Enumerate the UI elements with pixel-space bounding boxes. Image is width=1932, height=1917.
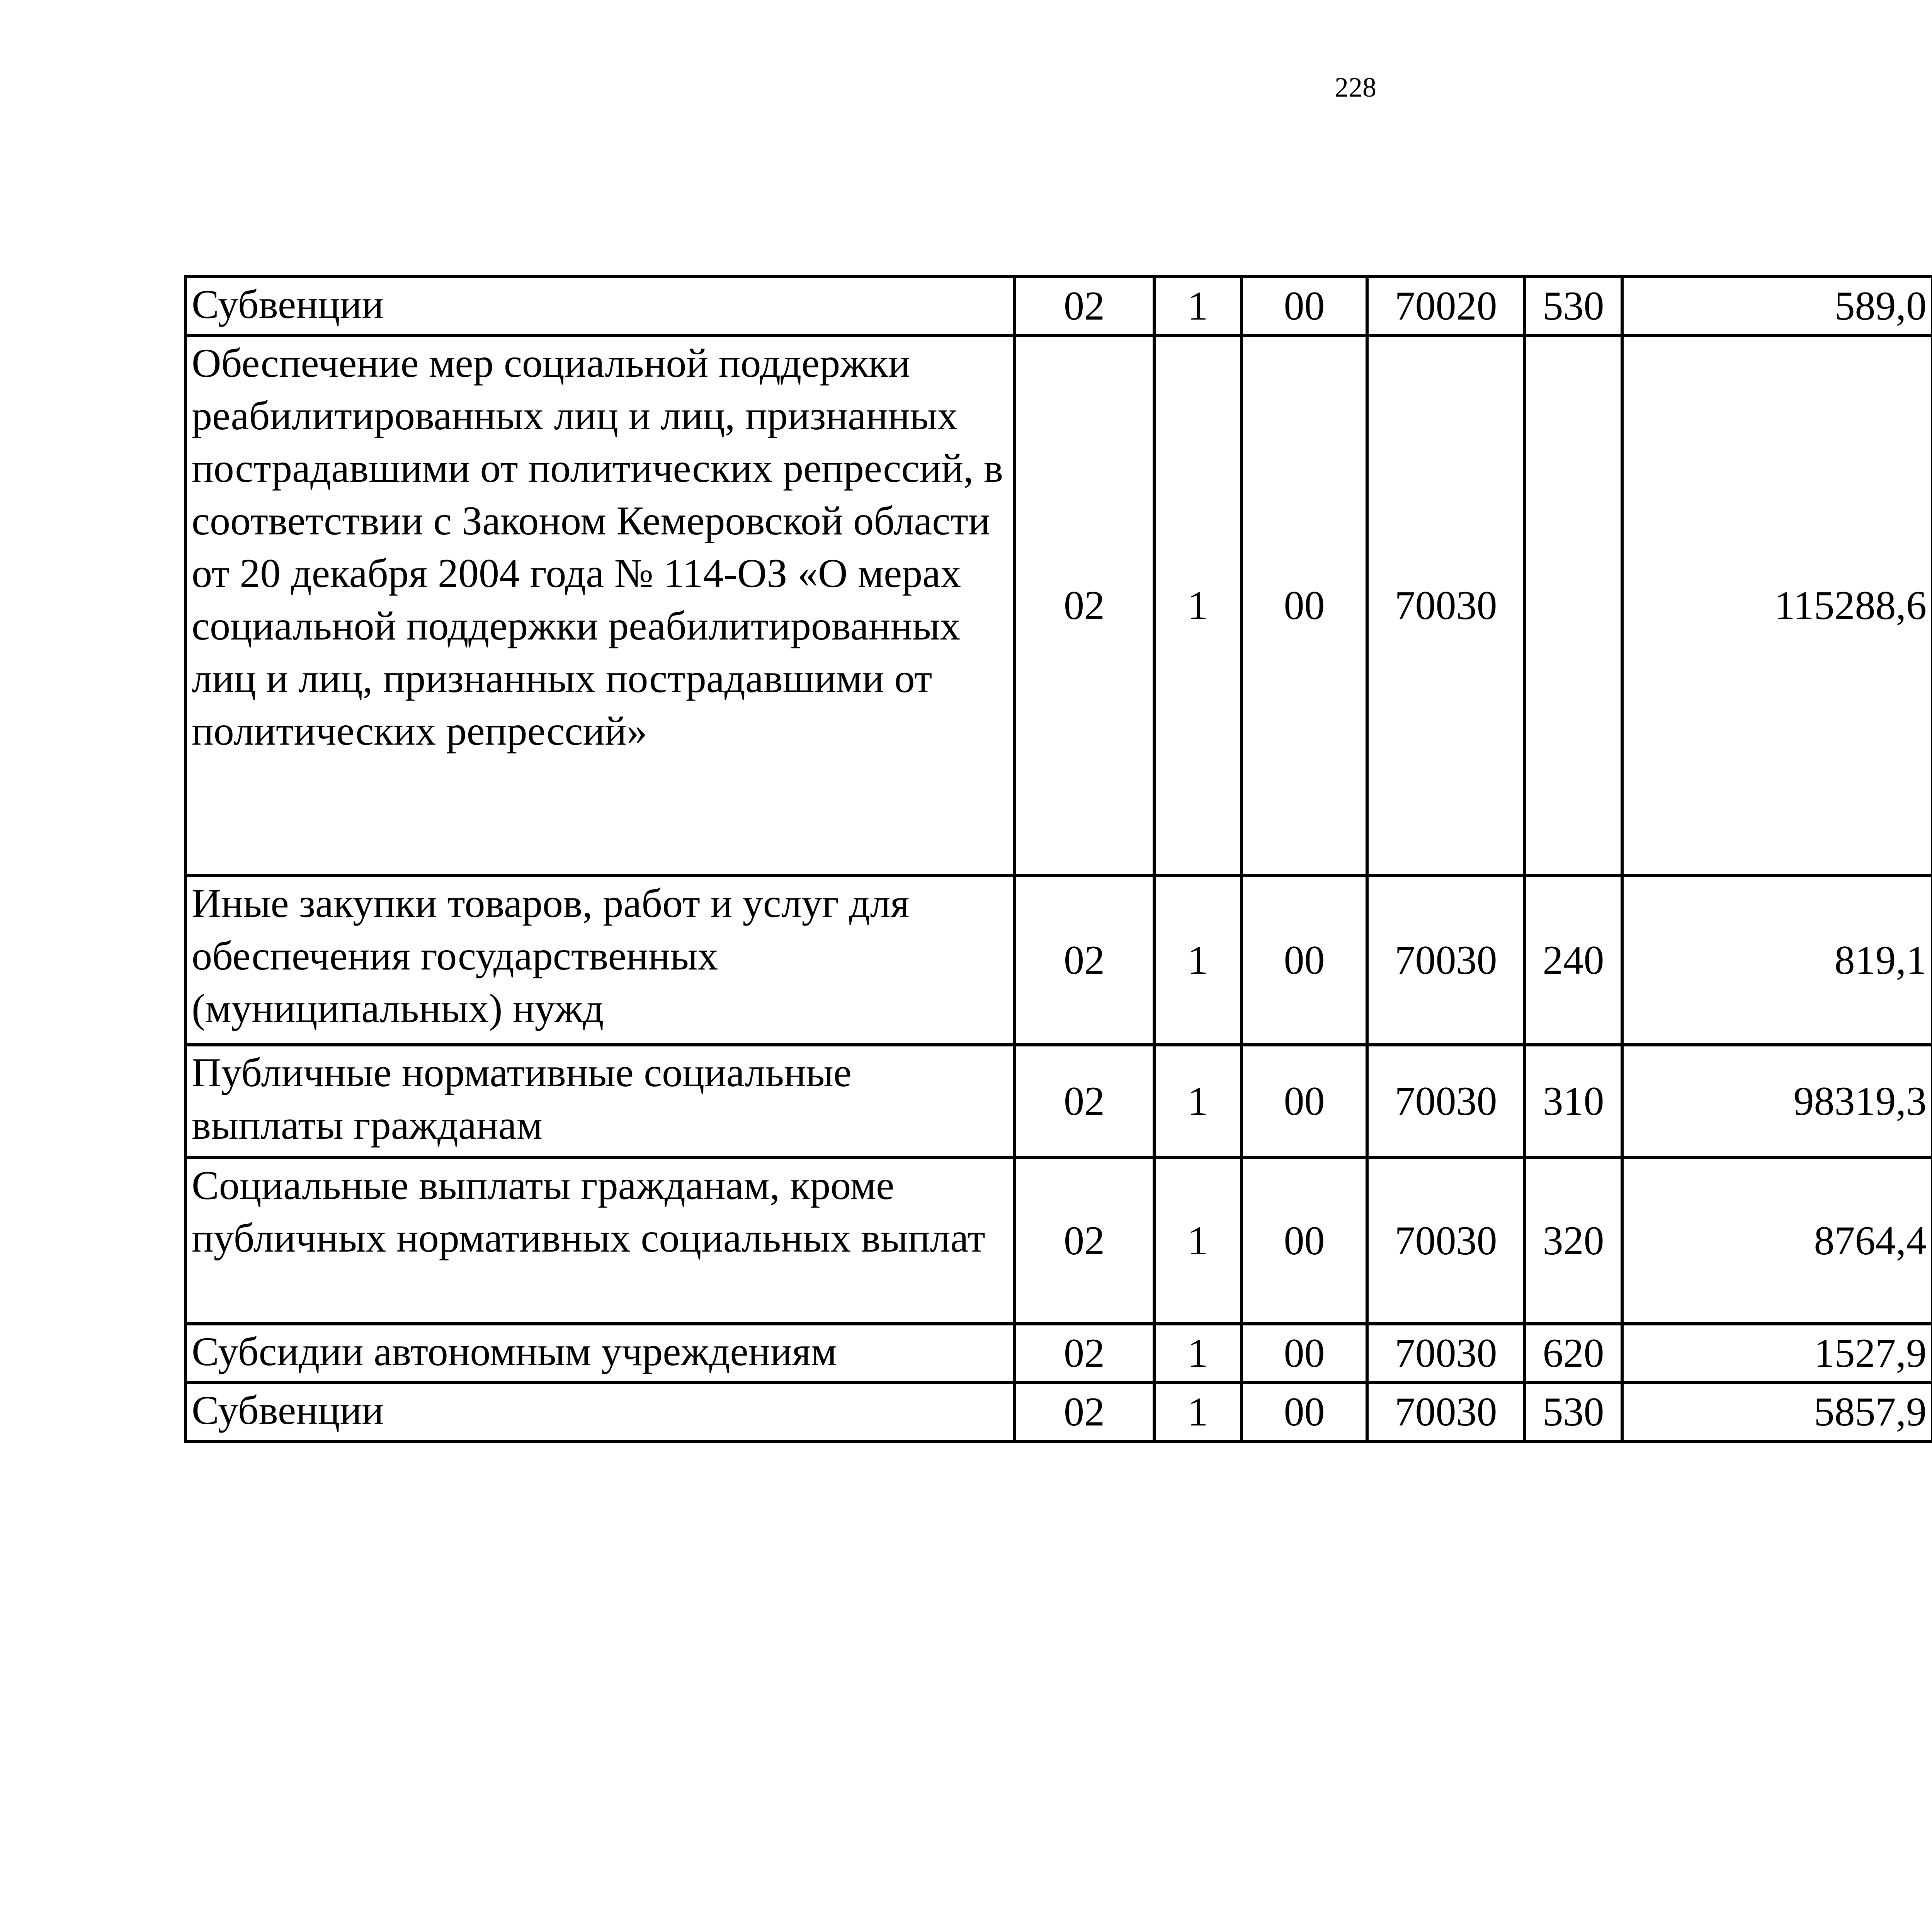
subprogram-code: 00 <box>1242 1383 1367 1441</box>
section-code: 02 <box>1014 1045 1154 1158</box>
direction-code: 70030 <box>1367 1158 1525 1324</box>
amount-year-1: 98319,3 <box>1622 1045 1932 1158</box>
direction-code: 70020 <box>1367 277 1525 335</box>
page-number: 228 <box>1335 72 1376 103</box>
program-code: 1 <box>1154 1158 1242 1324</box>
subprogram-code: 00 <box>1242 876 1367 1045</box>
amount-year-1: 589,0 <box>1622 277 1932 335</box>
table-row <box>185 1383 1932 1441</box>
row-name: Субсидии автономным учреждениям <box>185 1324 1014 1383</box>
subprogram-code: 00 <box>1242 277 1367 335</box>
program-code: 1 <box>1154 335 1242 876</box>
expense-type-code: 530 <box>1525 1383 1622 1441</box>
direction-code: 70030 <box>1367 1324 1525 1383</box>
budget-table <box>184 275 1932 1443</box>
amount-year-1: 1527,9 <box>1622 1324 1932 1383</box>
table-row <box>185 1158 1932 1324</box>
amount-year-1: 115288,6 <box>1622 335 1932 876</box>
expense-type-code <box>1525 335 1622 876</box>
section-code: 02 <box>1014 335 1154 876</box>
section-code: 02 <box>1014 1158 1154 1324</box>
direction-code: 70030 <box>1367 876 1525 1045</box>
direction-code: 70030 <box>1367 1045 1525 1158</box>
section-code: 02 <box>1014 1324 1154 1383</box>
row-name: Обеспечение мер социальной поддержки реабилитированных лиц и лиц, признанных пострадавшими от политических репрессий, в соответствии с Законом Кемеровской области от 20 декабря 2004 года № 114-ОЗ «О мерах социальной поддержки реабилитированных лиц и лиц, признанных пострадавшими от политических репрессий» <box>185 335 1014 876</box>
table-row <box>185 876 1932 1045</box>
row-name: Субвенции <box>185 1383 1014 1441</box>
program-code: 1 <box>1154 277 1242 335</box>
row-name: Социальные выплаты гражданам, кроме публичных нормативных социальных выплат <box>185 1158 1014 1324</box>
table-row <box>185 1045 1932 1158</box>
expense-type-code: 310 <box>1525 1045 1622 1158</box>
expense-type-code: 240 <box>1525 876 1622 1045</box>
subprogram-code: 00 <box>1242 1324 1367 1383</box>
row-name: Иные закупки товаров, работ и услуг для обеспечения государственных (муниципальных) нужд <box>185 876 1014 1045</box>
expense-type-code: 530 <box>1525 277 1622 335</box>
direction-code: 70030 <box>1367 1383 1525 1441</box>
subprogram-code: 00 <box>1242 335 1367 876</box>
program-code: 1 <box>1154 876 1242 1045</box>
amount-year-1: 8764,4 <box>1622 1158 1932 1324</box>
section-code: 02 <box>1014 876 1154 1045</box>
expense-type-code: 320 <box>1525 1158 1622 1324</box>
section-code: 02 <box>1014 277 1154 335</box>
row-name: Субвенции <box>185 277 1014 335</box>
amount-year-1: 5857,9 <box>1622 1383 1932 1441</box>
table-row <box>185 1324 1932 1383</box>
direction-code: 70030 <box>1367 335 1525 876</box>
program-code: 1 <box>1154 1383 1242 1441</box>
row-name: Публичные нормативные социальные выплаты гражданам <box>185 1045 1014 1158</box>
table-row <box>185 335 1932 876</box>
program-code: 1 <box>1154 1324 1242 1383</box>
expense-type-code: 620 <box>1525 1324 1622 1383</box>
amount-year-1: 819,1 <box>1622 876 1932 1045</box>
subprogram-code: 00 <box>1242 1158 1367 1324</box>
subprogram-code: 00 <box>1242 1045 1367 1158</box>
program-code: 1 <box>1154 1045 1242 1158</box>
table-row <box>185 277 1932 335</box>
section-code: 02 <box>1014 1383 1154 1441</box>
